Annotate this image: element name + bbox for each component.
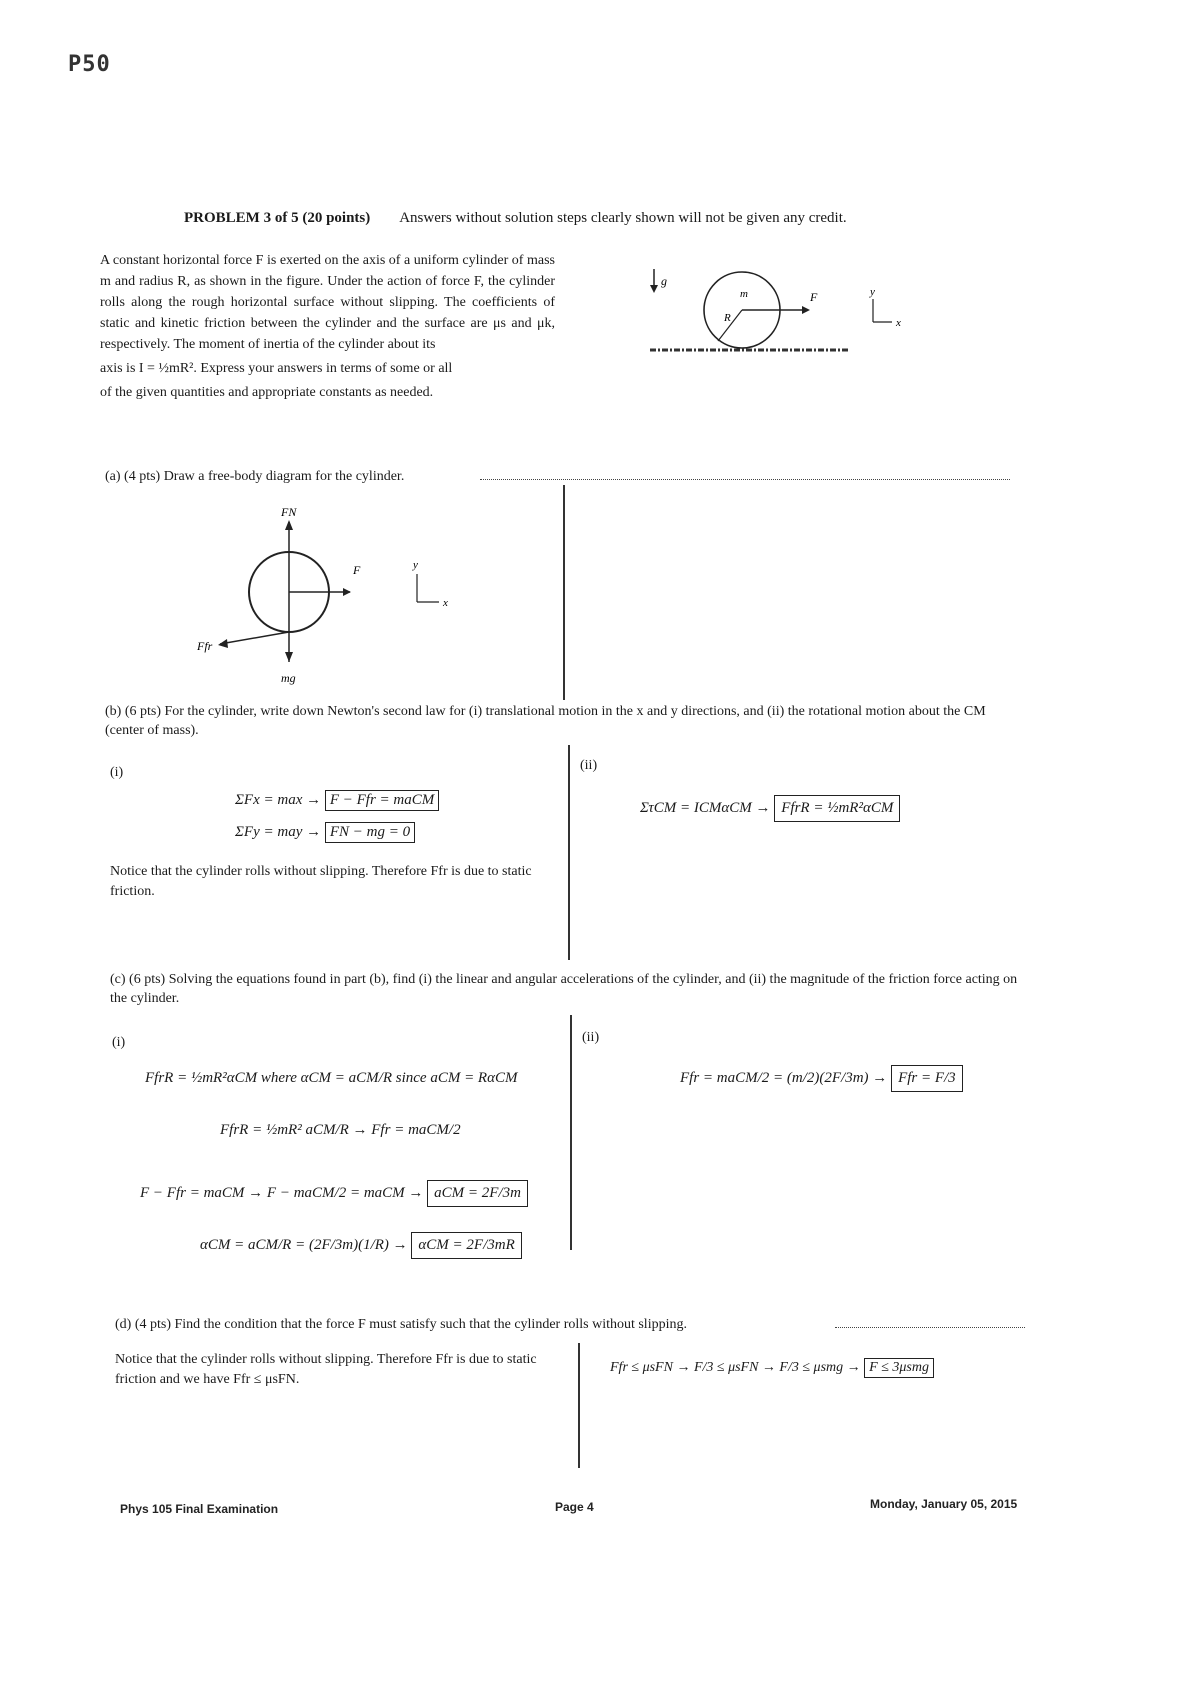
footer-course: Phys 105 Final Examination [120,1502,279,1516]
y-axis-label: y [870,286,875,298]
mass-label: m [740,288,748,300]
condition-equation [610,1358,934,1378]
gravity-arrowhead [650,285,658,293]
friction-force-label: Ffr [197,639,213,653]
fbd-y-label: y [413,559,418,571]
statement-text-1: A constant horizontal force F is exerted on the axis of a uniform cylinder of mass m and radius R, as shown in the figure. Under the action of force F, the cylinder rolls along the rough horizontal surface without slipping. The coefficients of static and kinetic friction between the cylinder and the surface are μs and μk, respectively. The moment of inertia of the cylinder about its [100,253,555,352]
applied-force-label: F [353,563,361,577]
force-label: F [810,290,818,304]
problem-header [184,210,847,227]
newton-y-left: ΣFy = may → [235,824,322,840]
x-axis-label: x [896,317,901,329]
newton-x-boxed: F − Ffr = maCM [325,790,439,811]
angular-acceleration-left: αCM = aCM/R = (2F/3m)(1/R) → [200,1237,408,1253]
normal-force-label: FN [281,505,297,519]
gravity-label: g [661,274,667,288]
weight-arrowhead [285,652,293,662]
part-b-question: (b) (6 pts) For the cylinder, write down Newton's second law for (i) translational motion in the x and y directions, and (ii) the rotational motion about the CM (center of mass). [105,704,986,738]
problem-instructions: Answers without solution steps clearly shown will not be given any credit. [399,210,847,226]
force-arrowhead [802,306,810,314]
linear-acceleration-boxed: aCM = 2F/3m [427,1180,528,1207]
friction-derivation: FfrR = ½mR² aCM/R → Ffr = maCM/2 [220,1122,461,1138]
applied-force-arrowhead [343,588,351,596]
radius-label: R [724,312,731,324]
rotation-boxed: FfrR = ½mR²αCM [774,795,900,822]
part-b-ii-label: (ii) [580,758,598,773]
part-b-i-label: (i) [110,765,124,780]
newton-x-left: ΣFx = max → [235,792,322,808]
problem-figure [640,255,940,380]
part-d-divider [578,1343,580,1468]
condition-boxed: F ≤ 3μsmg [864,1358,934,1378]
footer-date: Monday, January 05, 2015 [870,1497,1018,1511]
part-c-divider [570,1015,572,1250]
weight-label: mg [281,671,296,685]
friction-force-line [220,632,289,644]
normal-force-arrowhead [285,520,293,530]
part-a-dotted-line [480,479,1010,480]
newton-x-equation [235,790,439,811]
part-d-dotted-line [835,1327,1025,1328]
friction-force-equation [680,1065,963,1092]
page-id: P50 [68,52,111,77]
free-body-diagram [185,500,485,690]
fbd-x-label: x [443,597,448,609]
torque-equation: FfrR = ½mR²αCM where αCM = aCM/R since aCM = RαCM [145,1070,518,1086]
part-b-divider [568,745,570,960]
part-d-note: Notice that the cylinder rolls without slipping. Therefore Ffr is due to static friction and we have Ffr ≤ μsFN. [115,1352,537,1387]
angular-acceleration-boxed: αCM = 2F/3mR [411,1232,521,1259]
condition-left: Ffr ≤ μsFN → F/3 ≤ μsFN → F/3 ≤ μsmg → [610,1360,861,1375]
friction-force-arrowhead [218,639,228,648]
part-c-question: (c) (6 pts) Solving the equations found in part (b), find (i) the linear and angular accelerations of the cylinder, and (ii) the magnitude of the friction force acting on the cylinder. [110,972,1018,1006]
part-a-divider [563,485,565,700]
rotation-left: ΣτCM = ICMαCM → [640,800,771,816]
part-c-ii-label: (ii) [582,1030,600,1045]
part-b-note: Notice that the cylinder rolls without slipping. Therefore Ffr is due to static friction. [110,864,532,899]
angular-acceleration-equation [200,1232,522,1259]
friction-force-left: Ffr = maCM/2 = (m/2)(2F/3m) → [680,1070,888,1086]
problem-title: PROBLEM 3 of 5 (20 points) [184,210,371,226]
footer-page-number: Page 4 [555,1500,594,1514]
linear-acceleration-left: F − Ffr = maCM → F − maCM/2 = maCM → [140,1185,424,1201]
statement-text-2: axis is I = ½mR². Express your answers in terms of some or all [100,361,453,376]
problem-statement [100,250,555,406]
newton-y-equation [235,822,415,843]
friction-force-boxed: Ffr = F/3 [891,1065,963,1092]
statement-text-3: of the given quantities and appropriate constants as needed. [100,385,434,400]
part-a-question: (a) (4 pts) Draw a free-body diagram for the cylinder. [105,469,405,484]
part-c-i-label: (i) [112,1035,126,1050]
linear-acceleration-equation [140,1180,528,1207]
newton-y-boxed: FN − mg = 0 [325,822,415,843]
rotation-equation [640,795,900,822]
part-d-question: (d) (4 pts) Find the condition that the force F must satisfy such that the cylinder rolls without slipping. [115,1317,687,1332]
